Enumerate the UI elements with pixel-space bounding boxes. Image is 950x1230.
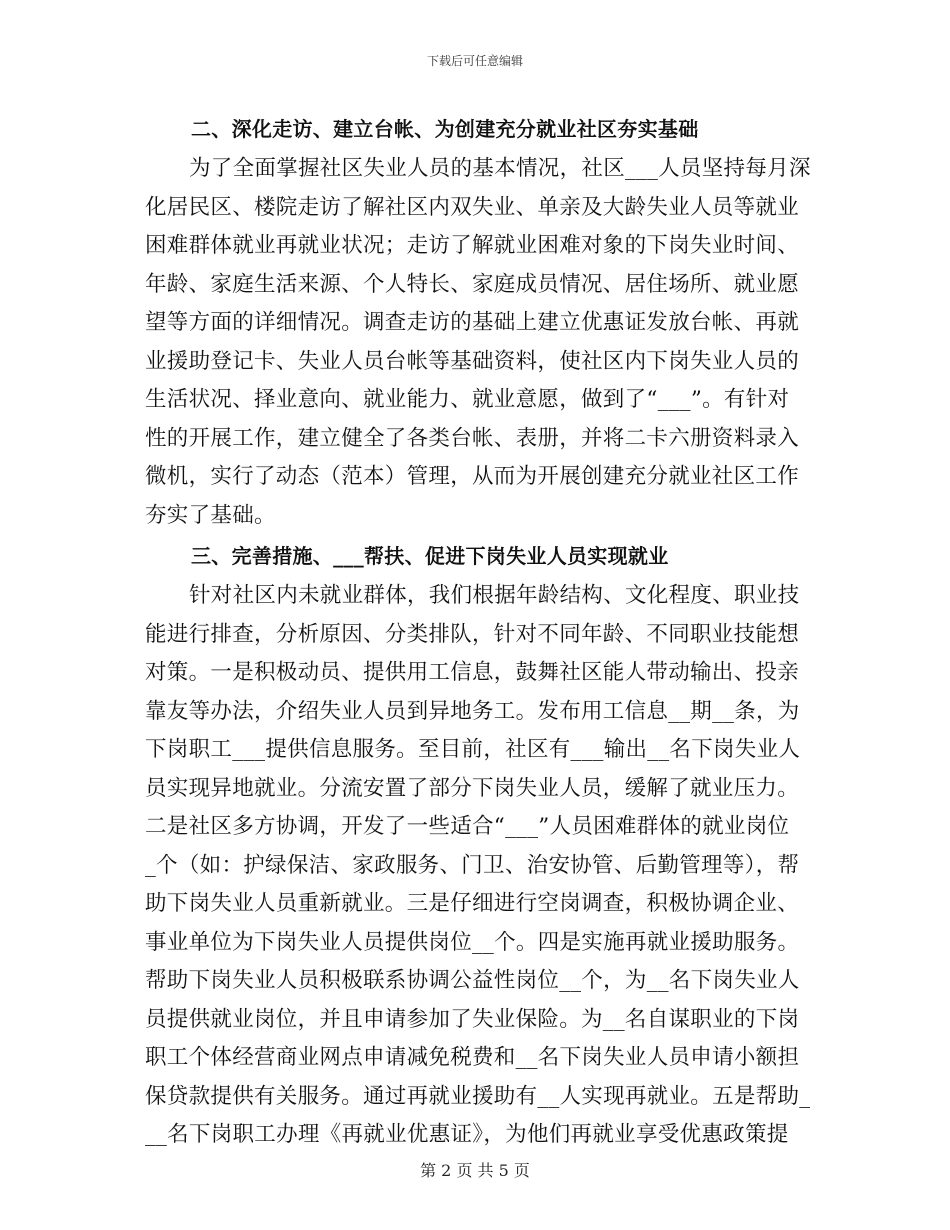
paragraph-line: 困难群体就业再就业状况；走访了解就业困难对象的下岗失业时间、 xyxy=(145,233,800,258)
paragraph-line: 夯实了基础。 xyxy=(145,502,276,528)
paragraph-line: 靠友等办法，介绍失业人员到异地务工。发布用工信息__期__条，为 xyxy=(145,698,800,724)
paragraph-line: 性的开展工作，建立健全了各类台帐、表册，并将二卡六册资料录入 xyxy=(145,425,800,451)
paragraph-line: 业援助登记卡、失业人员台帐等基础资料，使社区内下岗失业人员的 xyxy=(145,348,800,374)
paragraph-line: 职工个体经营商业网点申请减免税费和__名下岗失业人员申请小额担 xyxy=(145,1045,800,1070)
page-header: 下载后可任意编辑 xyxy=(426,54,523,68)
paragraph-line: 为了全面掌握社区失业人员的基本情况，社区___人员坚持每月深 xyxy=(189,156,811,181)
paragraph-line: 下岗职工___提供信息服务。至目前，社区有___输出__名下岗失业人 xyxy=(145,737,801,762)
section-two xyxy=(145,108,811,535)
paragraph-line: 助下岗失业人员重新就业。三是仔细进行空岗调查，积极协调企业、 xyxy=(145,891,800,916)
section-heading: 二、深化走访、建立台帐、为创建充分就业社区夯实基础 xyxy=(191,117,699,141)
paragraph-line: 能进行排查，分析原因、分类排队，针对不同年龄、不同职业技能想 xyxy=(145,621,800,647)
paragraph-line: _个（如：护绿保洁、家政服务、门卫、治安协管、后勤管理等），帮 xyxy=(145,852,800,878)
paragraph-line: 员提供就业岗位，并且申请参加了失业保险。为__名自谋职业的下岗 xyxy=(145,1006,800,1032)
page-number: 第 2 页 共 5 页 xyxy=(420,1161,530,1180)
document-body xyxy=(145,108,811,1155)
paragraph-line: 事业单位为下岗失业人员提供岗位__个。四是实施再就业援助服务。 xyxy=(145,929,800,955)
paragraph-line: 二是社区多方协调，开发了一些适合“___”人员困难群体的就业岗位 xyxy=(145,814,790,839)
paragraph-line: 帮助下岗失业人员积极联系协调公益性岗位__个，为__名下岗失业人 xyxy=(145,968,800,993)
paragraph-line: 员实现异地就业。分流安置了部分下岗失业人员，缓解了就业压力。 xyxy=(145,775,800,801)
paragraph-line: 化居民区、楼院走访了解社区内双失业、单亲及大龄失业人员等就业 xyxy=(145,194,800,220)
section-heading: 三、完善措施、___帮扶、促进下岗失业人员实现就业 xyxy=(191,544,669,568)
paragraph-line: 望等方面的详细情况。调查走访的基础上建立优惠证发放台帐、再就 xyxy=(145,310,800,335)
paragraph-line: 对策。一是积极动员、提供用工信息，鼓舞社区能人带动输出、投亲 xyxy=(145,660,800,685)
paragraph-line: 保贷款提供有关服务。通过再就业援助有__人实现再就业。五是帮助_ xyxy=(145,1083,811,1109)
section-three xyxy=(145,535,811,1155)
paragraph-line: 年龄、家庭生活来源、个人特长、家庭成员情况、居住场所、就业愿 xyxy=(145,271,800,297)
paragraph-line: __名下岗职工办理《再就业优惠证》，为他们再就业享受优惠政策提 xyxy=(145,1122,789,1147)
paragraph-line: 微机，实行了动态（范本）管理，从而为开展创建充分就业社区工作 xyxy=(145,464,800,489)
paragraph-line: 生活状况、择业意向、就业能力、就业意愿，做到了“___”。有针对 xyxy=(145,387,790,412)
paragraph-line: 针对社区内未就业群体，我们根据年龄结构、文化程度、职业技 xyxy=(189,583,800,608)
